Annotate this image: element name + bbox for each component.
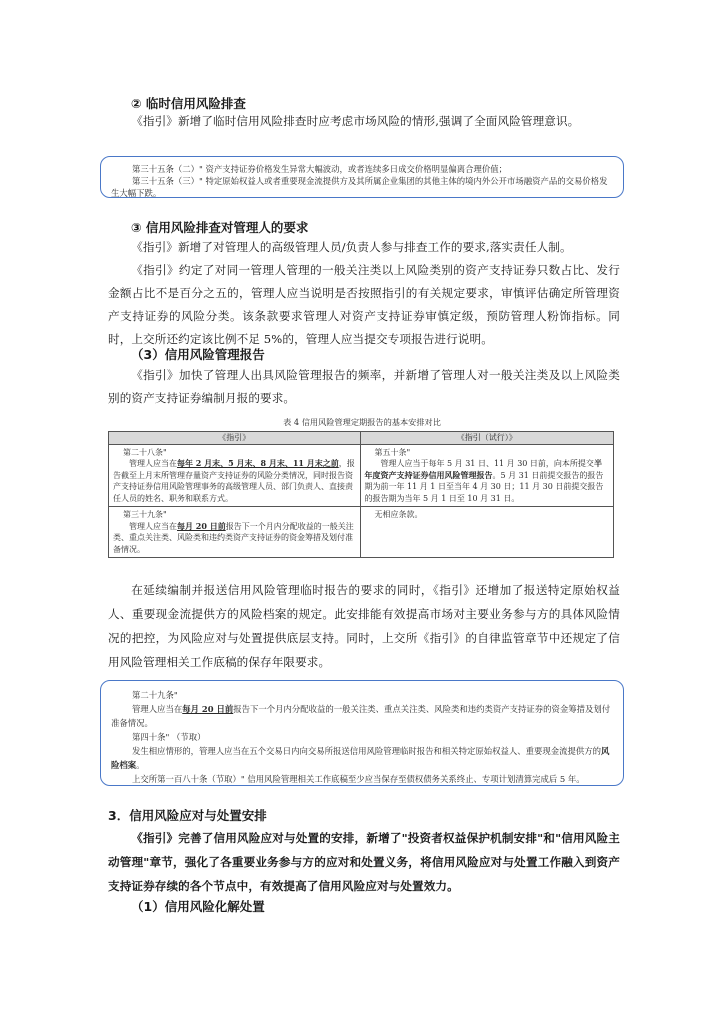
section-heading-risk-response: 3．信用风险应对与处置安排 <box>108 808 267 823</box>
table-cell <box>109 444 361 507</box>
emphasis-report-name: 半年度资产支持证券信用风险管理报告 <box>364 458 602 480</box>
table-caption: 表 4 信用风险管理定期报告的基本安排对比 <box>283 417 441 427</box>
paragraph-risk-response: 《指引》完善了信用风险应对与处置的安排，新增了"投资者权益保护机制安排"和"信用风险主动管理"章节，强化了各重要业务参与方的应对和处置义务，将信用风险应对与处置工作融入到资产支持证券存续的各个节点中，有效提高了信用风险应对与处置效力。 <box>108 831 620 893</box>
text-segment: 管理人应当在 <box>129 521 177 531</box>
text-segment: 报告下一个月内分配收益的一般关注类、重点关注类、风险类和违约类资产支持证券的资金筹措及划付准备情况。 <box>111 704 611 728</box>
quote-line: 第二十九条" <box>132 690 178 700</box>
quote-line: 上交所第一百八十条（节取）" 信用风险管理相关工作底稿至少应当保存至债权债务关系终止、专项计划清算完成后 5 年。 <box>132 774 585 784</box>
table-cell <box>360 507 614 558</box>
quote-box-article-35 <box>100 156 624 198</box>
paragraph-temporary-investigation: 《指引》新增了临时信用风险排查时应考虑市场风险的情形,强调了全面风险管理意识。 <box>131 114 580 128</box>
table-row <box>109 507 614 558</box>
paragraph-risk-report: 《指引》加快了管理人出具风险管理报告的频率，并新增了管理人对一般关注类及以上风险类别的资产支持证券编制月报的要求。 <box>108 368 620 405</box>
article-text: 无相应条款。 <box>374 510 423 519</box>
comparison-table <box>108 431 614 558</box>
section-heading-temporary-investigation: ② 临时信用风险排查 <box>131 96 246 111</box>
table-header-trial-guideline: 《指引（试行）》 <box>360 432 614 445</box>
section-heading-risk-report: （3）信用风险管理报告 <box>131 347 265 362</box>
table-row <box>109 444 614 507</box>
subsection-heading-risk-resolution: （1）信用风险化解处置 <box>131 899 265 914</box>
article-title: 第二十八条" <box>123 447 167 457</box>
table-cell <box>360 444 614 507</box>
text-segment: 管理人应当在 <box>132 704 183 714</box>
section-heading-manager-requirements: ③ 信用风险排查对管理人的要求 <box>131 220 309 235</box>
emphasis-deadline: 每月 20 日前 <box>177 520 226 531</box>
quote-line: 第三十五条（二）" 资产支持证券价格发生异常大幅波动，或者连续多日成交价格明显偏离合理价值； <box>132 164 508 174</box>
paragraph-responsibility: 《指引》新增了对管理人的高级管理人员/负责人参与排查工作的要求,落实责任人制。 <box>131 240 572 254</box>
emphasis-risk-archive: 风险档案 <box>111 746 610 770</box>
emphasis-deadline: 每年 2 月末、5 月末、8 月末、11 月末之前 <box>177 458 339 468</box>
text-segment: 报告下一个月内分配收益的一般关注类、重点关注类、风险类和违约类资产支持证券的资金筹措及划付准备情况。 <box>113 521 354 554</box>
quote-line <box>111 702 613 730</box>
article-text <box>365 458 610 504</box>
quote-line: 第四十条" （节取） <box>132 732 206 742</box>
text-segment: 管理人应当在 <box>129 459 177 468</box>
text-segment: ，报告截至上月末所管理存量资产支持证券的风险分类情况，同时报告资产支持证券信用风险管理事务的高级管理人员、部门负责人、直接责任人员的姓名、职务和联系方式。 <box>113 459 355 503</box>
quote-line <box>111 744 613 772</box>
article-title: 第五十条" <box>374 447 411 457</box>
quote-box-articles-29-40 <box>100 680 624 786</box>
text-segment: 发生相应情形的，管理人应当在五个交易日内向交易所报送信用风险管理临时报告和相关特定原始权益人、重要现金流提供方的 <box>132 746 601 756</box>
article-title: 第三十九条" <box>123 510 167 519</box>
paragraph-risk-archive: 在延续编制并报送信用风险管理临时报告的要求的同时，《指引》还增加了报送特定原始权益人、重要现金流提供方的风险档案的规定。此安排能有效提高市场对主要业务参与方的具体风险情况的把控，为风险应对与处置提供底层支持。同时，上交所《指引》的自律监管章节中还规定了信用风险管理相关工作底稿的保存年限要求。 <box>108 583 620 669</box>
quote-line: 第三十五条（三）" 特定原始权益人或者重要现金流提供方及其所属企业集团的其他主体的境内外公开市场融资产品的交易价格发生大幅下跌。 <box>111 176 608 198</box>
emphasis-deadline: 每月 20 日前 <box>182 704 234 714</box>
text-segment: 管理人应当于每年 5 月 31 日、11 月 30 日前，向本所提交 <box>380 459 594 468</box>
table-cell <box>109 507 361 558</box>
text-segment: 。5 月 31 日前提交报告的报告期为前一年 11 月 1 日至当年 4 月 30 日；11 月 30 日前提交报告的报告期为当年 5 月 1 日至 10 月 31 日。 <box>364 470 604 503</box>
article-text <box>113 521 356 556</box>
paragraph-risk-ratio: 《指引》约定了对同一管理人管理的一般关注类以上风险类别的资产支持证券只数占比、发行金额占比不是百分之五的，管理人应当说明是否按照指引的有关规定要求，审慎评估确定所管理资产支持证券的风险分类。该条款要求管理人对资产支持证券审慎定级，预防管理人粉饰指标。同时，上交所还约定该比例不足 5%的，管理人应当提交专项报告进行说明。 <box>108 263 620 346</box>
text-segment: 。 <box>136 760 145 770</box>
article-text <box>113 458 356 504</box>
table-header-guideline: 《指引》 <box>109 432 361 445</box>
table-header-row <box>109 432 614 445</box>
